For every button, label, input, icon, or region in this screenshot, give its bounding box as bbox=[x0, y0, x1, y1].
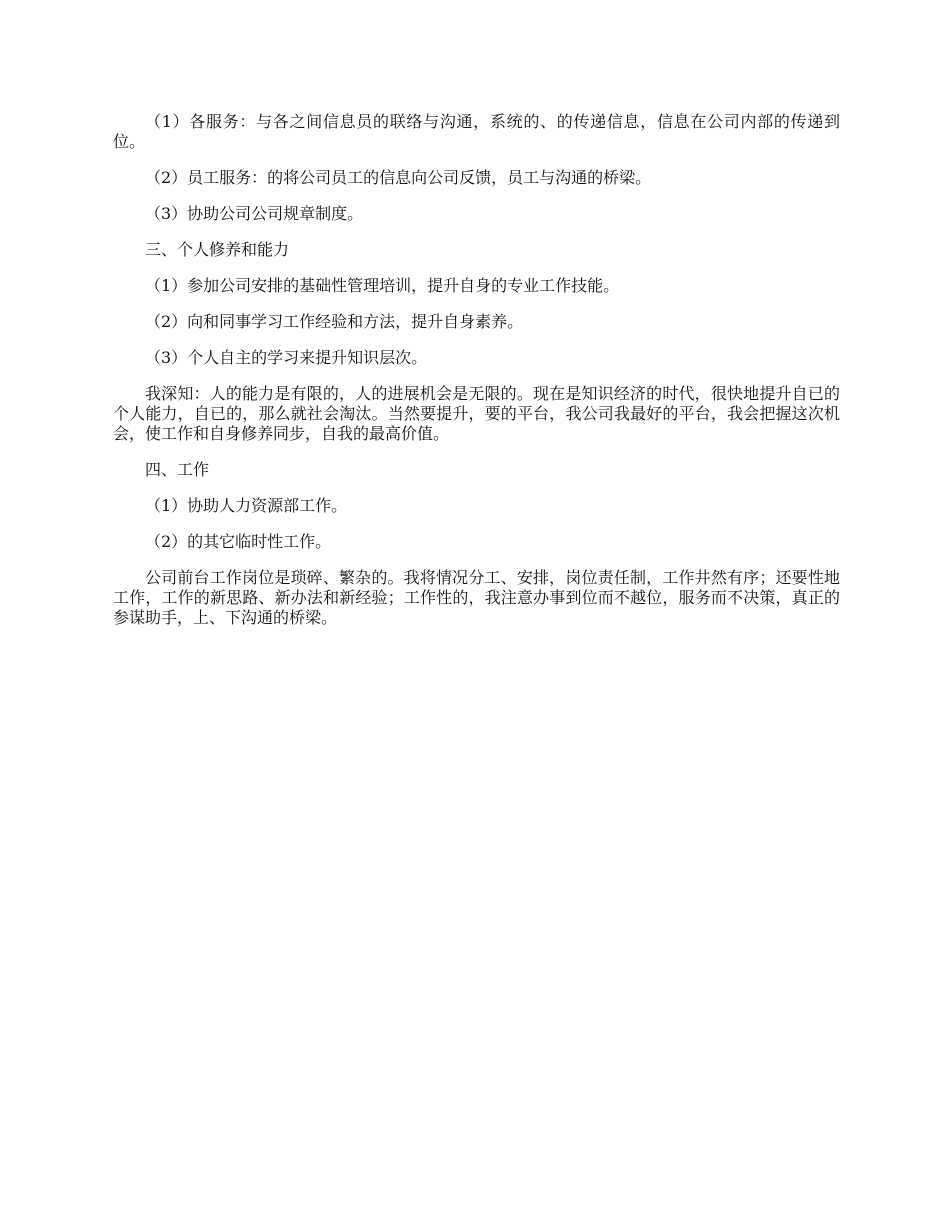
paragraph-reflection: 我深知：人的能力是有限的，人的进展机会是无限的。现在是知识经济的时代，很快地提升自已的个人能力，自已的，那么就社会淘汰。当然要提升，要的平台，我公司我最好的平台，我会把握这次机会，使工作和自身修养同步，自我的最高价值。 bbox=[113, 384, 840, 443]
paragraph-learn-from-colleagues: （2）向和同事学习工作经验和方法，提升自身素养。 bbox=[145, 312, 524, 331]
section-heading-work: 四、工作 bbox=[145, 460, 210, 479]
paragraph-service-departments: （1）各服务：与各之间信息员的联络与沟通，系统的、的传递信息，信息在公司内部的传递到位。 bbox=[113, 112, 840, 151]
paragraph-self-study: （3）个人自主的学习来提升知识层次。 bbox=[145, 348, 428, 367]
paragraph-employee-service: （2）员工服务：的将公司员工的信息向公司反馈，员工与沟通的桥梁。 bbox=[145, 168, 652, 187]
section-heading-self-cultivation: 三、个人修养和能力 bbox=[145, 240, 290, 259]
document-body bbox=[113, 112, 840, 644]
paragraph-hr-assist: （1）协助人力资源部工作。 bbox=[145, 496, 348, 515]
paragraph-temp-work: （2）的其它临时性工作。 bbox=[145, 532, 332, 551]
paragraph-rules: （3）协助公司公司规章制度。 bbox=[145, 204, 364, 223]
paragraph-training: （1）参加公司安排的基础性管理培训，提升自身的专业工作技能。 bbox=[145, 276, 620, 295]
paragraph-conclusion: 公司前台工作岗位是琐碎、繁杂的。我将情况分工、安排，岗位责任制，工作井然有序；还要性地工作，工作的新思路、新办法和新经验；工作性的，我注意办事到位而不越位，服务而不决策，真正的参谋助手，上、下沟通的桥梁。 bbox=[113, 568, 840, 627]
